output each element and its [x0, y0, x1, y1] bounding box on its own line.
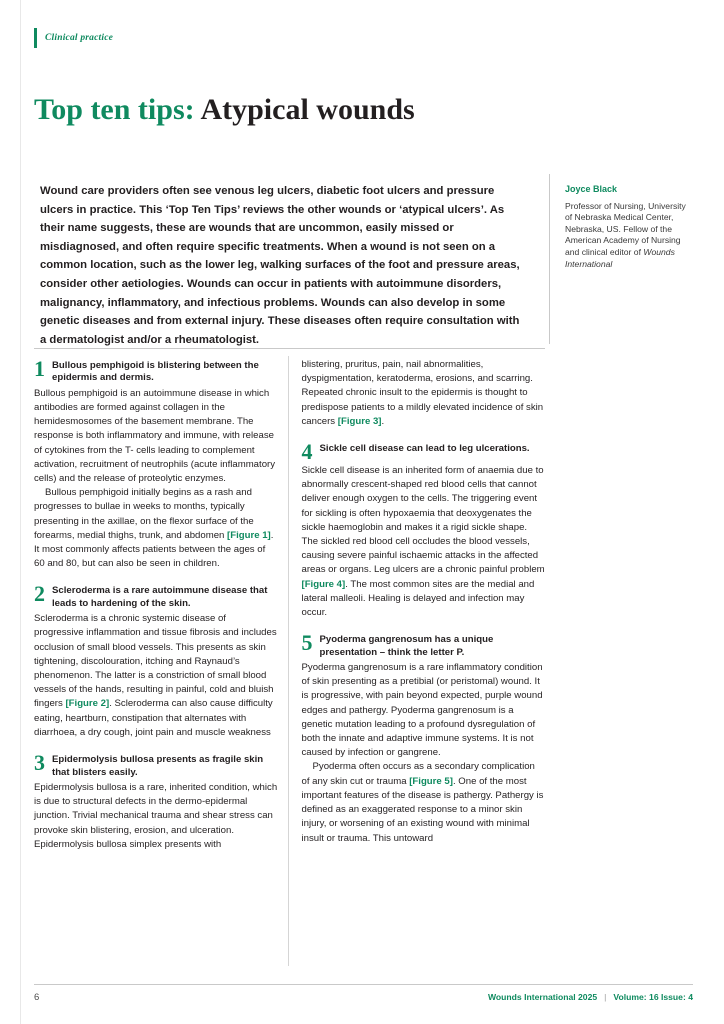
tip-2-heading: Scleroderma is a rare autoimmune disease that leads to hardening of the skin. [52, 585, 268, 609]
tip-1-number: 1 [34, 356, 45, 381]
footer-journal: Wounds International 2025 [487, 992, 598, 1002]
tip-5-paragraph-2: Pyoderma often occurs as a secondary complication of any skin cut or trauma [Figure 5]. One of the most important features of the disease is pathergy. Pathergy is defined as an exaggerated response to a minor skin injury, or worsening of an existing wound with minimal insult or trauma. This untoward [301, 761, 544, 844]
tip-3-number: 3 [34, 750, 45, 776]
figure-reference[interactable]: [Figure 2] [65, 698, 110, 710]
tip-4-header [301, 439, 546, 465]
footer-meta [488, 992, 693, 1002]
tip-3-heading: Epidermolysis bullosa presents as fragile skin that blisters easily. [52, 754, 264, 778]
tip-3-continuation: blistering, pruritus, pain, nail abnormalities, dyspigmentation, keratoderma, erosions, and scarring. Repeated chronic insult to the epidermis is thought to predispose patients to a mildly elevated incidence of skin cancers [Figure 3]. [301, 359, 544, 427]
footer-separator: | [604, 992, 607, 1002]
tip-4-number: 4 [301, 439, 313, 465]
tip-5-heading: Pyoderma gangrenosum has a unique presentation – think the letter P. [319, 634, 494, 658]
title-lead: Top ten tips: [34, 93, 195, 127]
page-title [34, 92, 415, 128]
tip-2-number: 2 [34, 581, 45, 607]
tip-4-heading: Sickle cell disease can lead to leg ulcerations. [319, 443, 530, 455]
intro-paragraph: Wound care providers often see venous leg ulcers, diabetic foot ulcers and pressure ulcers in practice. This ‘Top Ten Tips’ reviews the other wounds or ‘atypical ulcers’. As their name suggests, these are wounds that are uncommon, easily missed or misdiagnosed, and often require specific treatments. When a wound is not seen on a common location, such as the lower leg, walking surfaces of the foot and pressure areas, consider other aetiologies. Wounds can occur in patients with autoimmune disorders, malignancy, inflammatory, and infectious problems. Wounds can also develop in some genetic diseases and from external injury. These diseases often require consultation with a dermatologist and/or a rheumatologist. [40, 185, 520, 346]
section-kicker [34, 28, 113, 48]
kicker-label: Clinical practice [45, 33, 114, 43]
figure-reference[interactable]: [Figure 4] [301, 578, 346, 590]
page-number: 6 [34, 992, 40, 1003]
tip-1-header [34, 358, 278, 385]
column-right [302, 358, 546, 970]
column-left [34, 358, 278, 970]
page-edge-rule [20, 0, 21, 1024]
tip-2-paragraph-1: Scleroderma is a chronic systemic disease of progressive inflammation and tissue fibrosis and includes occlusion of small blood vessels. This presents as skin tightening, discolouration, itching and Raynaud’s phenomenon. The latter is a constriction of small blood vessels of the hands, resulting in painful, cold and bluish fingers [Figure 2]. Scleroderma can also cause difficulty eating, heartburn, constipation that alternates with diarrhoea, a dry cough, joint pain and muscle weakness [34, 613, 277, 738]
body-top-divider [34, 348, 545, 349]
author-bio-italic: Wounds International [565, 246, 675, 269]
author-divider [549, 174, 550, 344]
tip-1-paragraph-1: Bullous pemphigoid is an autoimmune disease in which antibodies are formed against collagen in the hemidesmosomes of the basement membrane. The response is both inflammatory and immune, with release of cytokines from the T- cells leading to complement activation, recruitment of neutrophils (acute inflammatory cells) and the release of proteolytic enzymes. [34, 387, 276, 485]
figure-reference[interactable]: [Figure 5] [409, 775, 453, 787]
tip-5-paragraph-1: Pyoderma gangrenosum is a rare inflammatory condition of skin presenting as a pretibial (or peristomal) wound. It is progressive, with pain beyond expected, purple wound edges and pathergy. Pyoderma gangrenosum is a genetic mutation leading to a profound dysregulation of both the innate and adaptive immune systems. It is not caused by infection or gangrene. [301, 662, 543, 759]
figure-reference[interactable]: [Figure 1] [227, 529, 271, 541]
tip-3-header [34, 752, 278, 779]
kicker-rule [34, 28, 37, 48]
author-bio [565, 201, 693, 271]
tip-5-header [302, 632, 546, 659]
tip-1-heading: Bullous pemphigoid is blistering between the epidermis and dermis. [52, 360, 259, 384]
footer-divider [34, 984, 693, 985]
tip-3-paragraph-1: Epidermolysis bullosa is a rare, inherited condition, which is due to structural defects in the dermo-epidermal junction. Trivial mechanical trauma and shear stress can provoke skin blistering, erosion, and ulceration. Epidermolysis bullosa simplex presents with [34, 781, 278, 850]
author-bio-text: Professor of Nursing, University of Nebraska Medical Center, Nebraska, US. Fellow of the American Academy of Nursing and clinical editor of [565, 200, 686, 257]
tip-1-paragraph-2: Bullous pemphigoid initially begins as a rash and progresses to bullae in weeks to months, typically presenting in the axillae, on the flexor surface of the forearms, medial thighs, trunk, and abdomen [Figure 1]. It most commonly affects patients between the ages of 60 and 80, but can also be seen in children. [34, 487, 274, 570]
tip-2-header [34, 583, 278, 610]
article-body [34, 358, 545, 970]
title-main: Atypical wounds [200, 93, 415, 127]
tip-5-number: 5 [301, 630, 313, 656]
tip-4-paragraph-1: Sickle cell disease is an inherited form of anaemia due to abnormally crescent-shaped red blood cells that cannot deliver enough oxygen to the cells. The triggering event for sickling is often hypoxaemia that deoxygenates the sickle haemoglobin and makes it a rigid sickle shape. The sickled red blood cell occludes the blood vessels, causing severe painful ischaemic attacks in the affected areas or organs. Leg ulcers are a chronic painful problem [Figure 4]. The most common sites are the medial and lateral malleoli. Healing is delayed and infection may occur. [301, 465, 545, 619]
footer-volume: Volume: 16 Issue: 4 [613, 992, 693, 1002]
author-name: Joyce Black [565, 184, 618, 194]
figure-reference[interactable]: [Figure 3] [337, 415, 382, 427]
author-block [565, 184, 693, 270]
